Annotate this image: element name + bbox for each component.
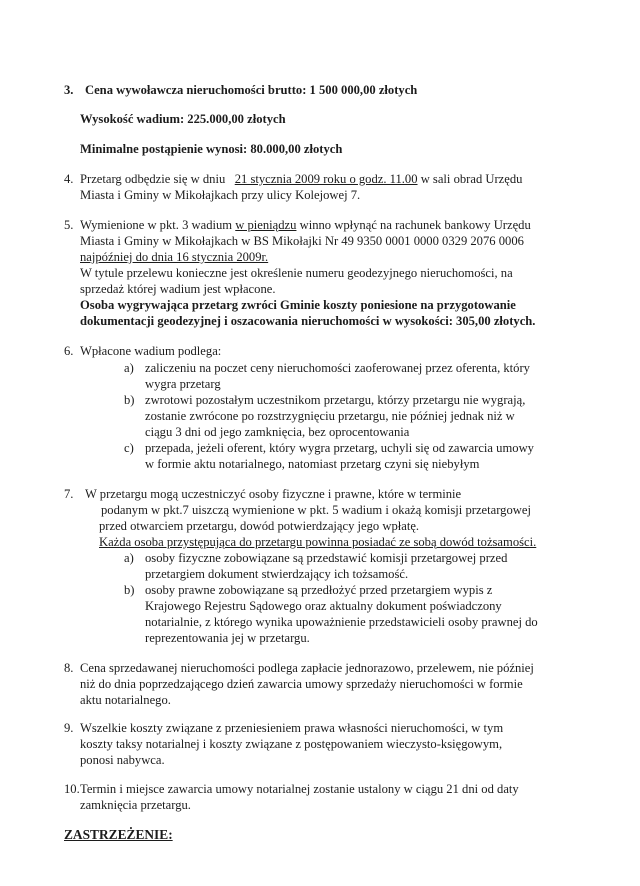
cost-refund-line-1: Osoba wygrywająca przetarg zwróci Gminie koszty poniesione na przygotowanie xyxy=(80,298,516,312)
item-5-line-1 xyxy=(80,217,531,233)
item-7-b-line-1: osoby prawne zobowiązane są przedłożyć przed przetargiem wypis z xyxy=(145,583,493,597)
item-9-line-1: Wszelkie koszty związane z przeniesieniem prawa własności nieruchomości, w tym xyxy=(80,721,504,735)
item-7-b-line-2: Krajowego Rejestru Sądowego oraz aktualny dokument poświadczony xyxy=(145,599,502,613)
item-10-number: 10. xyxy=(64,782,80,796)
item-6-intro: Wpłacone wadium podlega: xyxy=(80,344,222,358)
item-5-text-a: Wymienione w pkt. 3 wadium xyxy=(80,218,233,232)
item-3-number: 3. xyxy=(64,83,74,97)
item-6-c-label: c) xyxy=(124,441,134,455)
item-4-text-a: Przetarg odbędzie się w dniu xyxy=(80,172,226,186)
item-7-a-line-1: osoby fizyczne zobowiązane są przedstawić komisji przetargowej przed xyxy=(145,551,508,565)
item-6-b-line-1: zwrotowi pozostałym uczestnikom przetargu, którzy przetargu nie wygrają, xyxy=(145,393,526,407)
item-4-text-b: w sali obrad Urzędu xyxy=(420,172,523,186)
item-10-line-2: zamknięcia przetargu. xyxy=(80,798,191,812)
minimum-increment-line: Minimalne postąpienie wynosi: 80.000,00 złotych xyxy=(80,142,343,156)
payment-method: w pieniądzu xyxy=(235,218,297,232)
auction-date: 21 stycznia 2009 roku o godz. 11.00 xyxy=(234,172,418,186)
item-7-b-line-3: notarialnie, z którego wynika upoważnienie przedstawicieli osoby prawnej do xyxy=(145,615,538,629)
item-4-line-1 xyxy=(80,171,522,187)
item-7-line-1: W przetargu mogą uczestniczyć osoby fizyczne i prawne, które w terminie xyxy=(85,487,462,501)
bank-account-line: Miasta i Gminy w Mikołajkach w BS Mikołajki Nr 49 9350 0001 0000 0329 2076 0006 xyxy=(80,234,524,248)
item-4-line-2: Miasta i Gminy w Mikołajkach przy ulicy Kolejowej 7. xyxy=(80,188,361,202)
starting-price-line: Cena wywoławcza nieruchomości brutto: 1 500 000,00 złotych xyxy=(85,83,418,97)
item-6-a-line-1: zaliczeniu na poczet ceny nieruchomości zaoferowanej przez oferenta, który xyxy=(145,361,530,375)
item-5-line-4: W tytule przelewu konieczne jest określenie numeru geodezyjnego nieruchomości, na xyxy=(80,266,513,280)
item-8-line-2: niż do dnia poprzedzającego dzień zawarcia umowy sprzedaży nieruchomości w formie xyxy=(80,677,523,691)
item-7-b-label: b) xyxy=(124,583,135,597)
item-6-c-line-2: w formie aktu notarialnego, natomiast przetarg czyni się niebyłym xyxy=(145,457,480,471)
item-7-a-line-2: przetargiem dokument stwierdzający ich tożsamość. xyxy=(145,567,409,581)
item-7-a-label: a) xyxy=(124,551,134,565)
item-8-line-1: Cena sprzedawanej nieruchomości podlega zapłacie jednorazowo, przelewem, nie później xyxy=(80,661,534,675)
reservation-heading: ZASTRZEŻENIE: xyxy=(64,827,173,842)
item-6-a-label: a) xyxy=(124,361,134,375)
item-6-b-line-2: zostanie zwrócone po rozstrzygnięciu przetargu, nie później jednak niż w xyxy=(145,409,515,423)
cost-refund-line-2: dokumentacji geodezyjnej i oszacowania nieruchomości w wysokości: 305,00 złotych. xyxy=(80,314,536,328)
deposit-amount-line: Wysokość wadium: 225.000,00 złotych xyxy=(80,112,286,126)
item-6-a-line-2: wygra przetarg xyxy=(145,377,221,391)
item-7-number: 7. xyxy=(64,487,74,501)
item-6-c-line-1: przepada, jeżeli oferent, który wygra przetarg, uchyli się od zawarcia umowy xyxy=(145,441,534,455)
identity-requirement: Każda osoba przystępująca do przetargu powinna posiadać ze sobą dowód tożsamości. xyxy=(99,535,537,549)
item-6-b-line-3: ciągu 3 dni od jego zamknięcia, bez oprocentowania xyxy=(145,425,410,439)
item-10-line-1: Termin i miejsce zawarcia umowy notarialnej zostanie ustalony w ciągu 21 dni od daty xyxy=(80,782,519,796)
item-7-b-line-4: reprezentowania jej w przetargu. xyxy=(145,631,310,645)
item-4-number: 4. xyxy=(64,172,74,186)
item-6-number: 6. xyxy=(64,344,74,358)
item-9-line-2: koszty taksy notarialnej i koszty związane z postępowaniem wieczysto-księgowym, xyxy=(80,737,503,751)
item-7-line-3: przed otwarciem przetargu, dowód potwierdzający jego wpłatę. xyxy=(99,519,420,533)
item-7-line-2: podanym w pkt.7 uiszczą wymienione w pkt. 5 wadium i okażą komisji przetargowej xyxy=(101,503,531,517)
item-9-line-3: ponosi nabywca. xyxy=(80,753,165,767)
item-8-line-3: aktu notarialnego. xyxy=(80,693,171,707)
deposit-deadline: najpóźniej do dnia 16 stycznia 2009r. xyxy=(80,250,269,264)
item-5-line-5: sprzedaż której wadium jest wpłacone. xyxy=(80,282,276,296)
item-5-number: 5. xyxy=(64,218,74,232)
item-5-text-b: winno wpłynąć na rachunek bankowy Urzędu xyxy=(299,218,531,232)
item-8-number: 8. xyxy=(64,661,74,675)
item-9-number: 9. xyxy=(64,721,74,735)
item-6-b-label: b) xyxy=(124,393,135,407)
